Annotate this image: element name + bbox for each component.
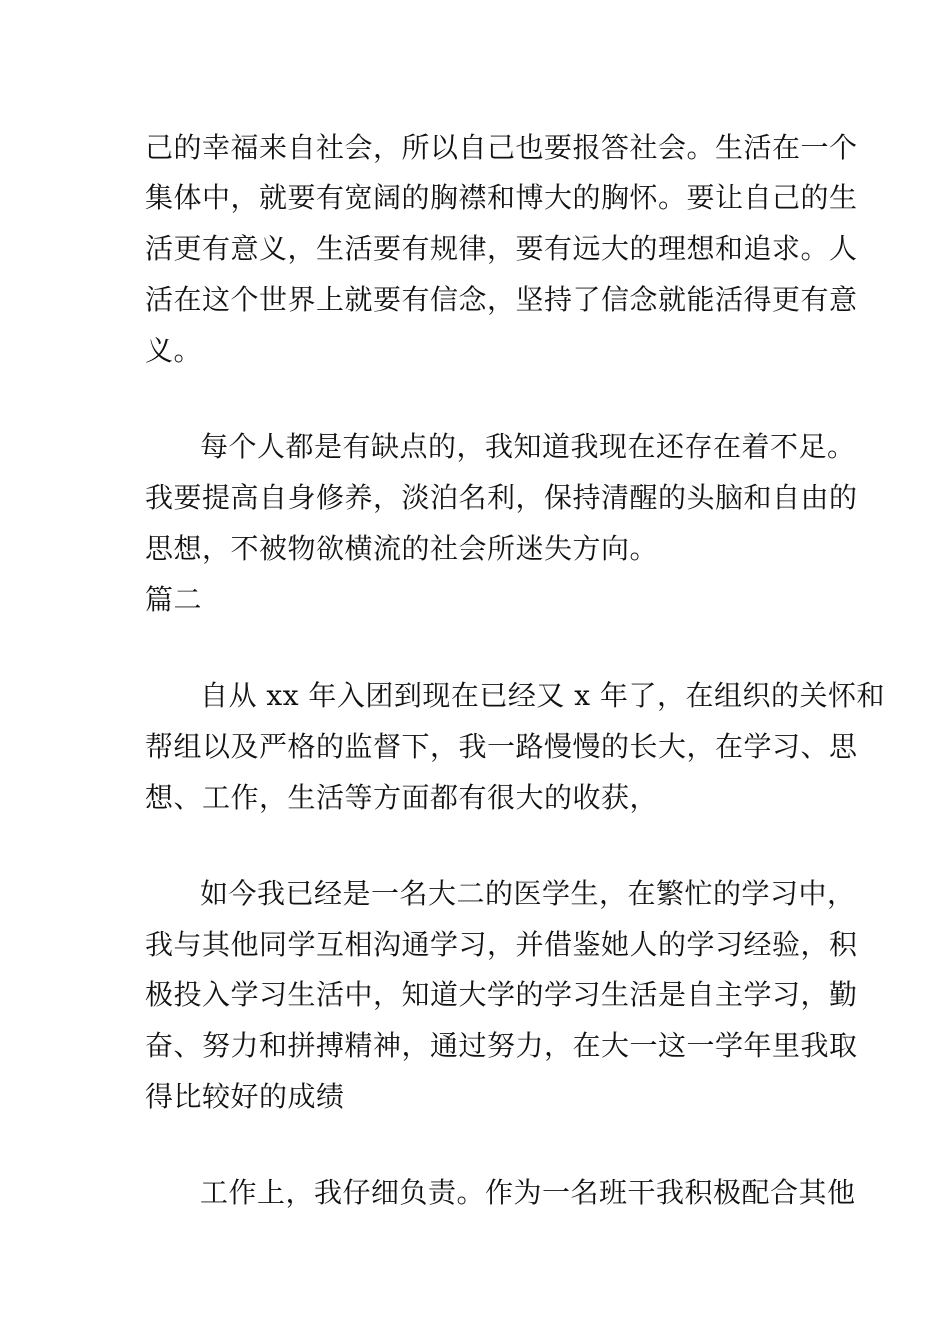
paragraph-2-line-3: 思想，不被物欲横流的社会所迷失方向。 [145, 532, 659, 565]
paragraph-3-line-3: 想、工作，生活等方面都有很大的收获， [145, 781, 659, 814]
paragraph-3-line-1: 自从 xx 年入团到现在已经又 x 年了，在组织的关怀和 [200, 679, 885, 712]
paragraph-1-line-4: 活在这个世界上就要有信念，坚持了信念就能活得更有意 [145, 283, 858, 316]
paragraph-4-line-4: 奋、努力和拼搏精神，通过努力，在大一这一学年里我取 [145, 1029, 858, 1062]
section-heading: 篇二 [145, 583, 203, 616]
paragraph-3-line-2: 帮组以及严格的监督下，我一路慢慢的长大，在学习、思 [145, 730, 858, 763]
paragraph-2-line-2: 我要提高自身修养，淡泊名利，保持清醒的头脑和自由的 [145, 481, 858, 514]
paragraph-1-line-2: 集体中，就要有宽阔的胸襟和博大的胸怀。要让自己的生 [145, 181, 858, 214]
paragraph-4-line-5: 得比较好的成绩 [145, 1080, 345, 1113]
paragraph-1-line-5: 义。 [145, 334, 203, 367]
paragraph-4-line-1: 如今我已经是一名大二的医学生，在繁忙的学习中， [200, 877, 856, 910]
paragraph-1-line-1: 己的幸福来自社会，所以自己也要报答社会。生活在一个 [145, 131, 858, 164]
paragraph-4-line-2: 我与其他同学互相沟通学习，并借鉴她人的学习经验，积 [145, 928, 858, 961]
paragraph-5-line-1: 工作上，我仔细负责。作为一名班干我积极配合其他 [200, 1176, 856, 1209]
paragraph-4-line-3: 极投入学习生活中，知道大学的学习生活是自主学习，勤 [145, 978, 858, 1011]
paragraph-1-line-3: 活更有意义，生活要有规律，要有远大的理想和追求。人 [145, 232, 858, 265]
paragraph-2-line-1: 每个人都是有缺点的，我知道我现在还存在着不足。 [200, 430, 856, 463]
